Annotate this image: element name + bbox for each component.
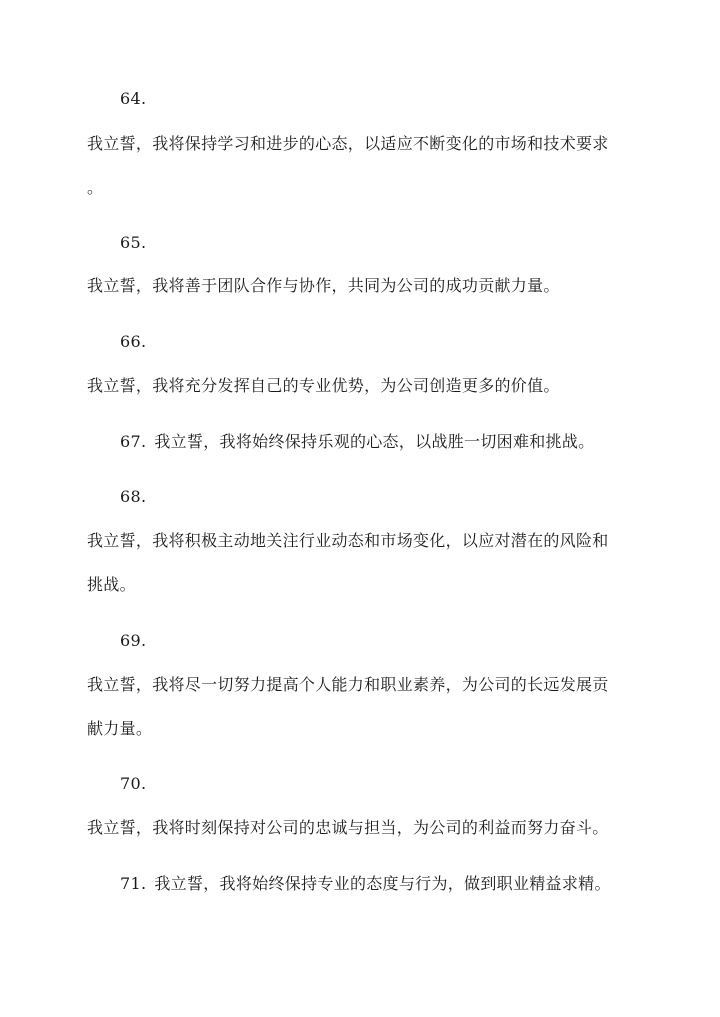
item-text: 我立誓，我将充分发挥自己的专业优势，为公司创造更多的价值。 [87,376,560,395]
list-item [120,874,611,894]
item-text: 我立誓，我将时刻保持对公司的忠诚与担当，为公司的利益而努力奋斗。 [87,818,609,837]
item-text: 我立誓，我将始终保持乐观的心态，以战胜一切困难和挑战。 [154,432,595,451]
item-text: 我立誓，我将积极主动地关注行业动态和市场变化，以应对潜在的风险和 [87,531,609,550]
item-number: 66. [120,332,147,351]
list-item [120,432,594,452]
item-text: 我立誓，我将尽一切努力提高个人能力和职业素养，为公司的长远发展贡 [87,675,609,694]
item-number: 68. [120,487,147,506]
item-text: 我立誓，我将善于团队合作与协作，共同为公司的成功贡献力量。 [87,276,560,295]
item-number: 64. [120,89,147,108]
item-number: 67. [120,432,147,451]
item-number: 69. [120,631,147,650]
item-text: 我立誓，我将始终保持专业的态度与行为，做到职业精益求精。 [154,874,611,893]
item-text: 。 [87,178,104,197]
item-number: 65. [120,233,147,252]
item-text: 献力量。 [87,719,153,738]
item-number: 71. [120,874,147,893]
item-text: 挑战。 [87,575,136,594]
item-number: 70. [120,774,147,793]
item-text: 我立誓，我将保持学习和进步的心态，以适应不断变化的市场和技术要求 [87,134,609,153]
